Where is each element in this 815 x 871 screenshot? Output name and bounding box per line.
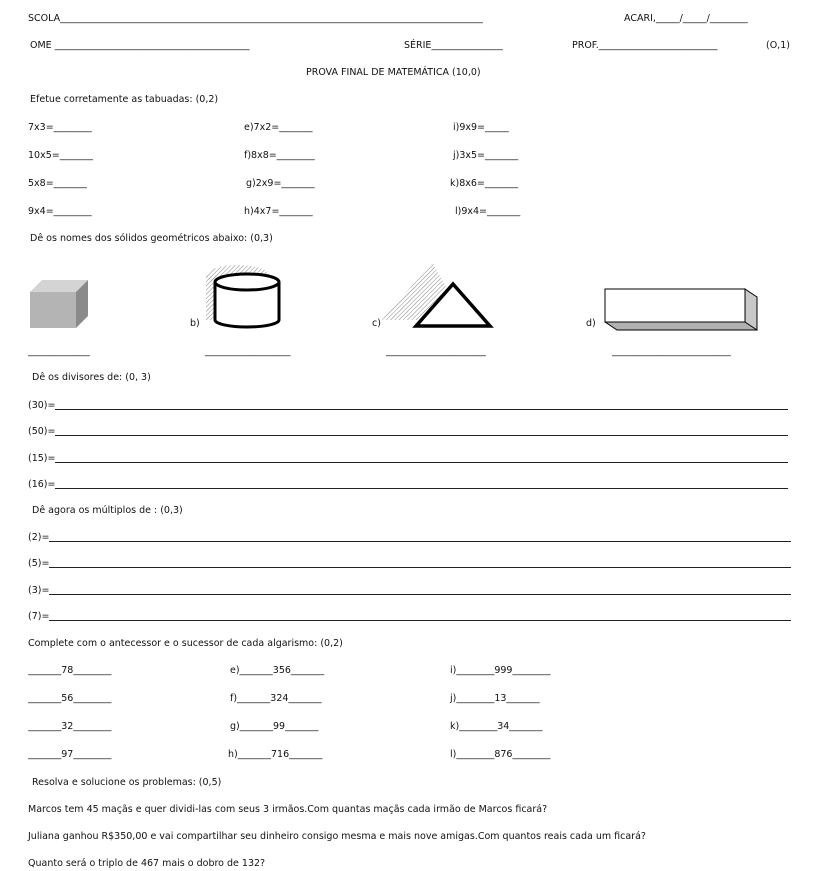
q5-item[interactable]: _______97________ xyxy=(28,749,112,760)
q5-item[interactable]: l)________876________ xyxy=(450,749,551,760)
cube-figure xyxy=(26,276,90,330)
q6-instruction: Resolva e solucione os problemas: (0,5) xyxy=(32,777,222,788)
q5-item[interactable]: _______56________ xyxy=(28,693,112,704)
q5-instruction: Complete com o antecessor e o sucessor de cada algarismo: (0,2) xyxy=(28,638,343,649)
prism-figure xyxy=(603,286,761,334)
divisor-row-label: (50)= xyxy=(28,426,56,437)
q5-item[interactable]: j)________13_______ xyxy=(450,693,540,704)
name-field[interactable]: OME _________________________________________ xyxy=(30,40,250,51)
q1-item[interactable]: f)8x8=________ xyxy=(244,150,315,161)
multiple-row-label: (7)= xyxy=(28,611,50,622)
q5-item[interactable]: k)________34_______ xyxy=(450,721,543,732)
solid-answer-a[interactable]: _____________ xyxy=(28,346,90,357)
solid-answer-c[interactable]: _____________________ xyxy=(386,346,486,357)
problem-text: Quanto será o triplo de 467 mais o dobro de 132? xyxy=(28,858,266,869)
q5-item[interactable]: i)________999________ xyxy=(450,665,551,676)
q1-item[interactable]: k)8x6=_______ xyxy=(450,178,519,189)
teacher-field[interactable]: PROF._________________________ xyxy=(572,40,718,51)
divisor-answer-line[interactable] xyxy=(55,462,788,463)
grade-field[interactable]: SÉRIE_______________ xyxy=(404,40,503,51)
divisor-answer-line[interactable] xyxy=(55,435,788,436)
q1-item[interactable]: j)3x5=_______ xyxy=(453,150,519,161)
q5-item[interactable]: h)_______716_______ xyxy=(228,749,323,760)
q1-item[interactable]: 5x8=_______ xyxy=(28,178,87,189)
divisor-row-label: (16)= xyxy=(28,479,56,490)
divisor-row-label: (30)= xyxy=(28,400,56,411)
multiple-row-label: (2)= xyxy=(28,532,50,543)
q5-item[interactable]: g)_______99_______ xyxy=(230,721,319,732)
problem-text: Marcos tem 45 maçãs e quer dividi-las com seus 3 irmãos.Com quantas maçãs cada irmão de Marcos ficará? xyxy=(28,804,548,815)
q2-instruction: Dê os nomes dos sólidos geométricos abaixo: (0,3) xyxy=(30,233,273,244)
cylinder-figure xyxy=(200,262,284,330)
multiple-row-label: (3)= xyxy=(28,585,50,596)
divisor-row-label: (15)= xyxy=(28,453,56,464)
q5-item[interactable]: e)_______356_______ xyxy=(230,665,325,676)
divisor-answer-line[interactable] xyxy=(55,409,788,410)
multiple-answer-line[interactable] xyxy=(49,594,791,595)
q4-instruction: Dê agora os múltiplos de : (0,3) xyxy=(32,505,183,516)
q1-item[interactable]: l)9x4=_______ xyxy=(455,206,521,217)
solid-label-c: c) xyxy=(372,318,381,329)
divisor-answer-line[interactable] xyxy=(55,488,788,489)
q1-item[interactable]: i)9x9=_____ xyxy=(453,122,509,133)
page-title: PROVA FINAL DE MATEMÁTICA (10,0) xyxy=(306,67,481,78)
problem-text: Juliana ganhou R$350,00 e vai compartilhar seu dinheiro consigo mesma e mais nove amigas.Com quantos reais cada um ficará? xyxy=(28,831,646,842)
q1-item[interactable]: g)2x9=_______ xyxy=(246,178,315,189)
q1-item[interactable]: 7x3=________ xyxy=(28,122,92,133)
multiple-row-label: (5)= xyxy=(28,558,50,569)
q5-item[interactable]: _______78________ xyxy=(28,665,112,676)
solid-label-b: b) xyxy=(190,318,200,329)
q1-instruction: Efetue corretamente as tabuadas: (0,2) xyxy=(30,94,219,105)
q1-item[interactable]: 9x4=________ xyxy=(28,206,92,217)
pyramid-figure xyxy=(378,260,498,330)
q1-item[interactable]: e)7x2=_______ xyxy=(244,122,313,133)
solid-answer-b[interactable]: __________________ xyxy=(205,346,291,357)
school-field[interactable]: SCOLA_________________________________________________________________________________________ xyxy=(28,13,483,24)
solid-label-d: d) xyxy=(586,318,596,329)
q5-item[interactable]: _______32________ xyxy=(28,721,112,732)
q1-item[interactable]: h)4x7=_______ xyxy=(244,206,313,217)
q1-item[interactable]: 10x5=_______ xyxy=(28,150,93,161)
header-score: (O,1) xyxy=(766,40,790,51)
solid-answer-d[interactable]: _________________________ xyxy=(612,346,731,357)
multiple-answer-line[interactable] xyxy=(49,567,791,568)
q5-item[interactable]: f)_______324_______ xyxy=(230,693,322,704)
multiple-answer-line[interactable] xyxy=(49,541,791,542)
date-field[interactable]: ACARI,_____/_____/________ xyxy=(624,13,748,24)
q3-instruction: Dê os divisores de: (0, 3) xyxy=(32,372,151,383)
multiple-answer-line[interactable] xyxy=(49,620,791,621)
